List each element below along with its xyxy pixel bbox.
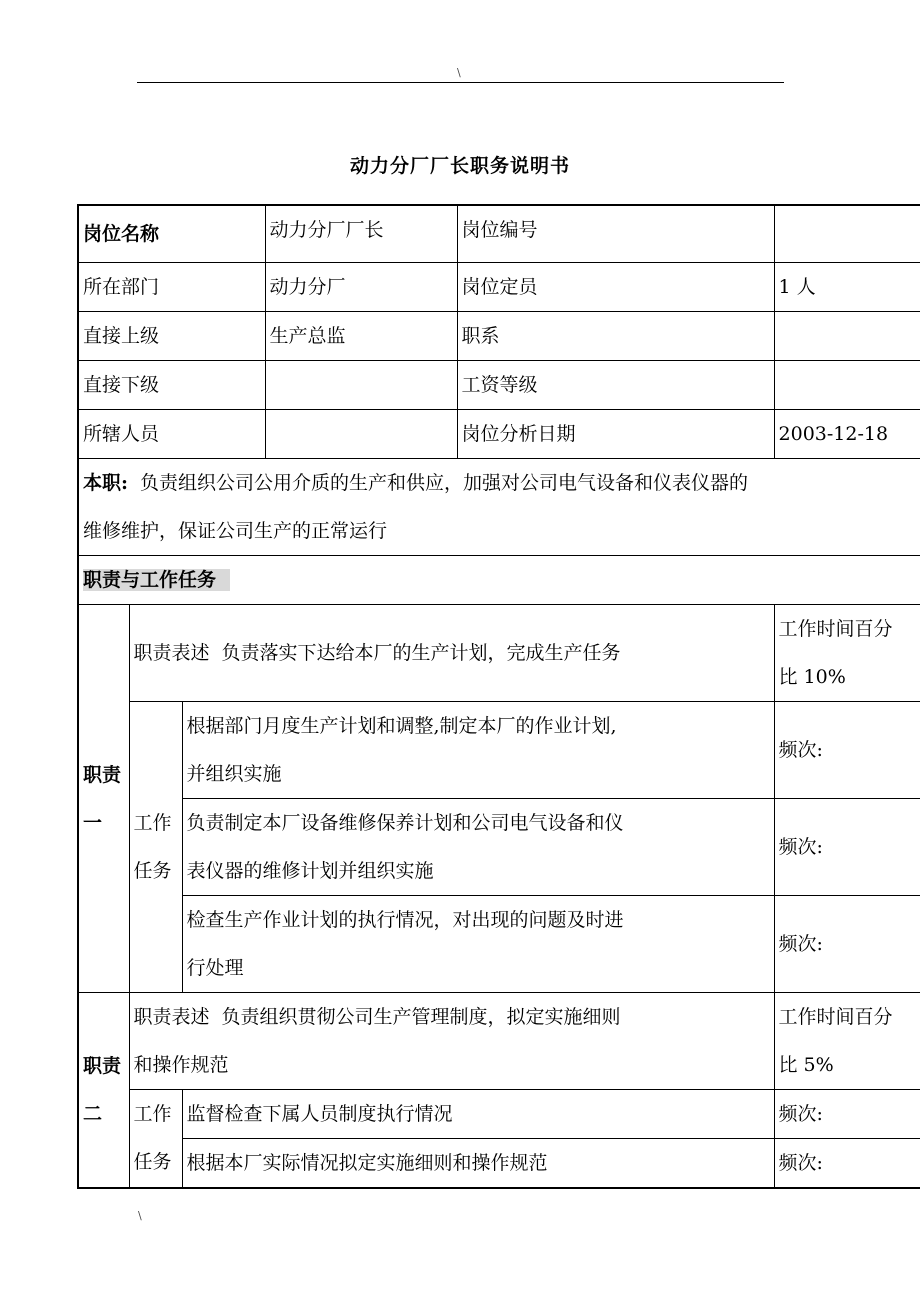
value-department: 动力分厂 <box>265 263 457 312</box>
section-title: 职责与工作任务 <box>83 569 230 591</box>
value-salary-grade <box>774 361 920 410</box>
label-job-family: 职系 <box>457 312 774 361</box>
label-salary-grade: 工资等级 <box>457 361 774 410</box>
label-position-code: 岗位编号 <box>461 219 538 241</box>
label-staff-managed: 所辖人员 <box>78 410 265 459</box>
footer-mark: \ <box>138 1209 142 1222</box>
value-position-name: 动力分厂厂长 <box>265 205 457 263</box>
value-analysis-date: 2003-12-18 <box>774 410 920 459</box>
resp1-task-3-frequency: 频次: <box>774 896 920 993</box>
resp2-time-label: 工作时间百分 <box>778 1006 893 1028</box>
document-title: 动力分厂厂长职务说明书 <box>349 155 570 177</box>
resp2-description <box>129 993 774 1090</box>
resp2-desc-label: 职责表述 <box>133 1006 210 1028</box>
resp1-desc-text: 负责落实下达给本厂的生产计划，完成生产任务 <box>221 642 621 664</box>
duty-label: 本职: <box>83 472 129 494</box>
header-mark: \ <box>457 66 461 79</box>
value-staff-managed <box>265 410 457 459</box>
resp2-task-2-frequency: 频次: <box>774 1139 920 1189</box>
resp1-time-label: 工作时间百分 <box>778 618 893 640</box>
section-header <box>78 556 920 605</box>
label-position-name: 岗位名称 <box>78 205 265 263</box>
resp1-time-value: 比 10% <box>778 666 846 688</box>
resp2-task-1-frequency: 频次: <box>774 1090 920 1139</box>
resp2-label: 职责二 <box>78 993 129 1189</box>
value-job-family <box>774 312 920 361</box>
resp1-description <box>129 605 774 702</box>
resp1-task-2-frequency: 频次: <box>774 799 920 896</box>
job-description-table <box>77 204 920 1189</box>
resp2-desc-line-2: 和操作规范 <box>133 1054 229 1076</box>
duty-line-1: 负责组织公司公用介质的生产和供应，加强对公司电气设备和仪表仪器的 <box>140 472 749 494</box>
resp1-task-3: 检查生产作业计划的执行情况，对出现的问题及时进 行处理 <box>182 896 774 993</box>
resp1-task-1: 根据部门月度生产计划和调整,制定本厂的作业计划, 并组织实施 <box>182 702 774 799</box>
label-direct-subordinate: 直接下级 <box>78 361 265 410</box>
label-department: 所在部门 <box>78 263 265 312</box>
value-headcount: 1 人 <box>774 263 920 312</box>
resp1-tasks-label: 工作任务 <box>129 702 182 993</box>
resp1-time-percent <box>774 605 920 702</box>
resp2-tasks-label: 工作任务 <box>129 1090 182 1189</box>
value-direct-superior: 生产总监 <box>265 312 457 361</box>
label-analysis-date: 岗位分析日期 <box>457 410 774 459</box>
duty-summary <box>78 459 920 556</box>
header-rule <box>137 82 784 83</box>
resp1-task-1-frequency: 频次: <box>774 702 920 799</box>
duty-line-2: 维修维护，保证公司生产的正常运行 <box>83 520 388 542</box>
value-direct-subordinate <box>265 361 457 410</box>
label-headcount: 岗位定员 <box>457 263 774 312</box>
resp2-time-value: 比 5% <box>778 1054 834 1076</box>
resp2-time-percent <box>774 993 920 1090</box>
resp1-label: 职责一 <box>78 605 129 993</box>
value-position-code <box>774 205 920 263</box>
label-direct-superior: 直接上级 <box>78 312 265 361</box>
resp2-task-2: 根据本厂实际情况拟定实施细则和操作规范 <box>182 1139 774 1189</box>
resp2-task-1: 监督检查下属人员制度执行情况 <box>182 1090 774 1139</box>
resp1-desc-label: 职责表述 <box>133 642 210 664</box>
resp1-task-2: 负责制定本厂设备维修保养计划和公司电气设备和仪 表仪器的维修计划并组织实施 <box>182 799 774 896</box>
resp2-desc-line-1: 负责组织贯彻公司生产管理制度，拟定实施细则 <box>221 1006 621 1028</box>
